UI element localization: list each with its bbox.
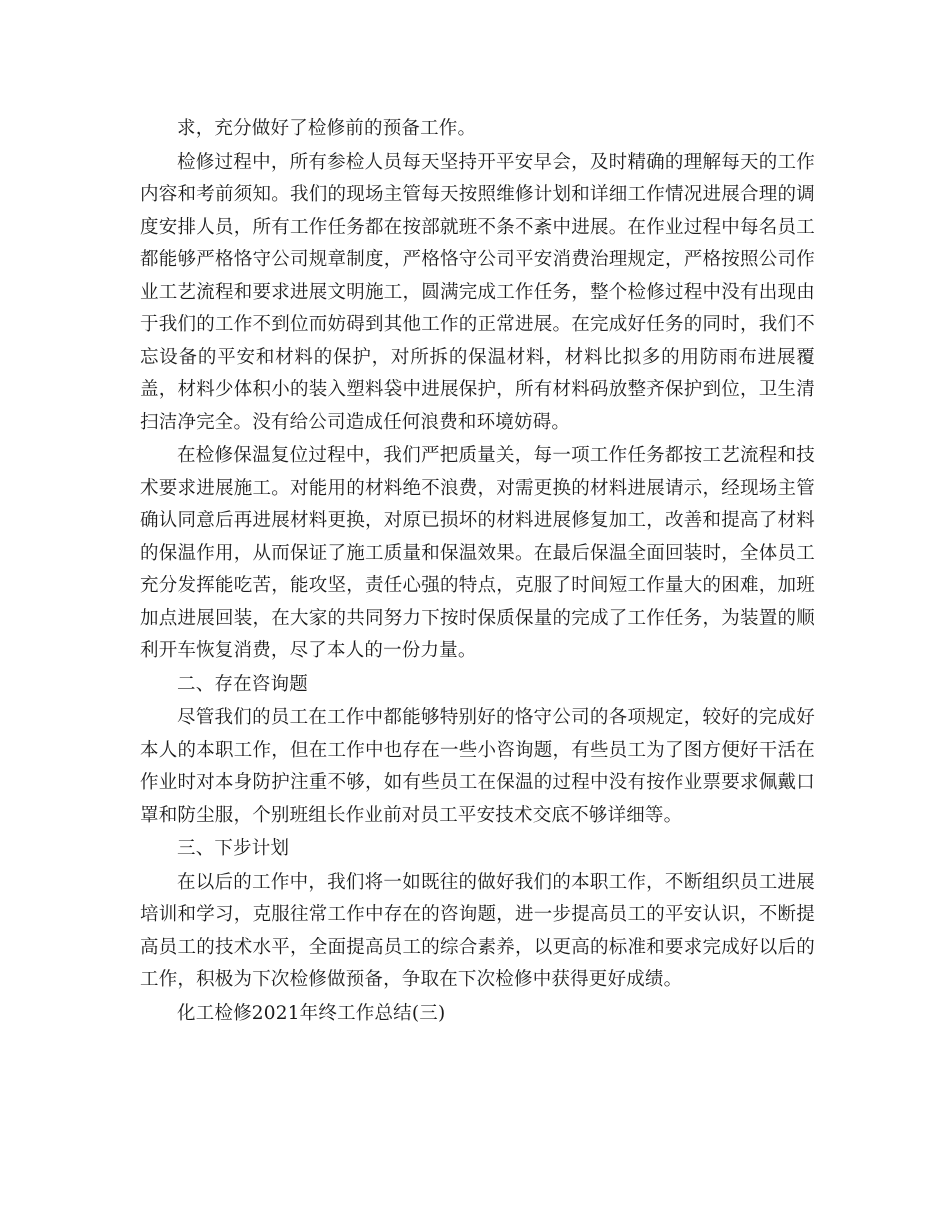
paragraph-insulation-restoration: 在检修保温复位过程中，我们严把质量关，每一项工作任务都按工艺流程和技术要求进展施工。对能用的材料绝不浪费，对需更换的材料进展请示，经现场主管确认同意后再进展材料更换，对原已损坏的材料进展修复加工，改善和提高了材料的保温作用，从而保证了施工质量和保温效果。在最后保温全面回装时，全体员工充分发挥能吃苦，能攻坚，责任心强的特点，克服了时间短工作量大的困难，加班加点进展回装，在大家的共同努力下按时保质保量的完成了工作任务，为装置的顺利开车恢复消费，尽了本人的一份力量。 [140,445,815,661]
document-body [140,113,815,1030]
document-subtitle: 化工检修2021年终工作总结(三) [177,1002,446,1024]
paragraph-continuation: 求，充分做好了检修前的预备工作。 [177,118,477,139]
section-heading-next-plan: 三、下步计划 [177,838,290,859]
paragraph-next-plan: 在以后的工作中，我们将一如既往的做好我们的本职工作，不断组织员工进展培训和学习，克服往常工作中存在的咨询题，进一步提高员工的平安认识，不断提高员工的技术水平，全面提高员工的综合素养，以更高的标准和要求完成好以后的工作，积极为下次检修做预备，争取在下次检修中获得更好成绩。 [140,871,815,990]
paragraph-problems: 尽管我们的员工在工作中都能够特别好的恪守公司的各项规定，较好的完成好本人的本职工作，但在工作中也存在一些小咨询题，有些员工为了图方便好干活在作业时对本身防护注重不够，如有些员工在保温的过程中没有按作业票要求佩戴口罩和防尘服，个别班组长作业前对员工平安技术交底不够详细等。 [140,707,815,826]
section-heading-problems: 二、存在咨询题 [177,673,308,695]
paragraph-inspection-process: 检修过程中，所有参检人员每天坚持开平安早会，及时精确的理解每天的工作内容和考前须知。我们的现场主管每天按照维修计划和详细工作情况进展合理的调度安排人员，所有工作任务都在按部就班不条不紊中进展。在作业过程中每名员工都能够严格恪守公司规章制度，严格恪守公司平安消费治理规定，严格按照公司作业工艺流程和要求进展文明施工，圆满完成工作任务，整个检修过程中没有出现由于我们的工作不到位而妨碍到其他工作的正常进展。在完成好任务的同时，我们不忘设备的平安和材料的保护，对所拆的保温材料，材料比拟多的用防雨布进展覆盖，材料少体积小的装入塑料袋中进展保护，所有材料码放整齐保护到位，卫生清扫洁净完全。没有给公司造成任何浪费和环境妨碍。 [140,151,815,433]
